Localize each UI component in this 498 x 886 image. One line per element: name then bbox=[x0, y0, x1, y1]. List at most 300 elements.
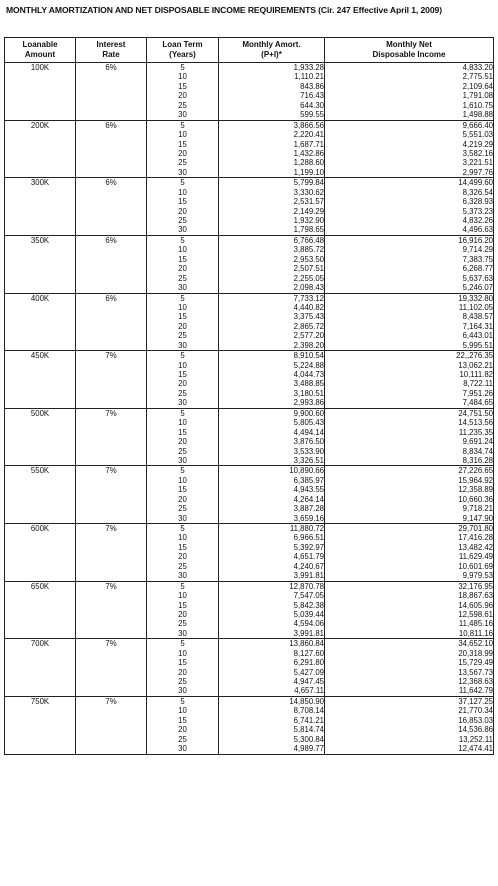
loan-term-cell-value: 25 bbox=[178, 216, 187, 225]
monthly-amort-cell bbox=[219, 351, 325, 409]
monthly-amort-cell-value: 4,494.14 bbox=[293, 427, 324, 437]
loanable-amount-cell bbox=[5, 293, 76, 351]
monthly-amort-cell-value: 1,432.86 bbox=[293, 148, 324, 158]
loan-term-cell-value: 10 bbox=[178, 475, 187, 485]
monthly-amort-cell-value: 3,488.85 bbox=[293, 379, 324, 389]
net-disposable-income-cell-value: 10,601.69 bbox=[458, 561, 493, 571]
monthly-amort-cell-value: 5,799.84 bbox=[293, 178, 324, 188]
monthly-amort-cell-value: 1,110.21 bbox=[294, 72, 324, 82]
loan-term-cell-value: 20 bbox=[178, 321, 187, 331]
net-disposable-income-cell-value: 4,832.26 bbox=[462, 216, 493, 225]
loan-term-cell-value: 25 bbox=[178, 561, 187, 571]
net-disposable-income-cell-value: 7,951.26 bbox=[462, 388, 493, 398]
loan-term-cell-value: 25 bbox=[178, 331, 187, 341]
loan-term-cell-value: 25 bbox=[178, 734, 187, 744]
net-disposable-income-cell-value: 7,383.75 bbox=[462, 254, 493, 264]
loan-term-cell-value: 25 bbox=[178, 388, 187, 398]
interest-rate-cell-value: 6% bbox=[105, 178, 117, 188]
net-disposable-income-cell-value: 9,691.24 bbox=[462, 437, 493, 447]
loanable-amount-cell bbox=[5, 408, 76, 466]
monthly-amort-cell-value: 3,326.51 bbox=[293, 455, 324, 465]
monthly-amort-cell-value: 7,547.05 bbox=[293, 591, 324, 601]
loan-term-cell-value: 15 bbox=[178, 658, 187, 668]
loan-term-cell-value: 20 bbox=[178, 725, 187, 735]
monthly-amort-cell-value: 5,427.09 bbox=[293, 667, 324, 677]
loan-term-cell-value: 30 bbox=[178, 571, 187, 581]
loan-term-cell-value: 10 bbox=[178, 591, 187, 601]
loanable-amount-cell-value: 350K bbox=[30, 235, 50, 245]
loan-term-cell-value: 5 bbox=[180, 293, 185, 303]
interest-rate-cell-value: 6% bbox=[105, 293, 117, 303]
net-disposable-income-cell-value: 8,326.54 bbox=[462, 187, 493, 197]
interest-rate-cell bbox=[76, 235, 147, 293]
loan-term-cell-value: 15 bbox=[178, 600, 187, 610]
loan-term-cell-value: 20 bbox=[178, 494, 187, 504]
loan-term-cell-value: 30 bbox=[178, 744, 187, 754]
monthly-amort-cell-value: 1,199.10 bbox=[293, 167, 324, 177]
loan-term-cell-value: 15 bbox=[178, 312, 187, 322]
monthly-amort-cell-value: 3,533.90 bbox=[293, 446, 324, 456]
monthly-amort-cell-value: 599.55 bbox=[300, 110, 324, 120]
interest-rate-cell bbox=[76, 466, 147, 524]
interest-rate-cell-value: 7% bbox=[105, 639, 117, 649]
table-row bbox=[5, 696, 494, 754]
monthly-amort-cell-value: 2,531.57 bbox=[293, 197, 324, 207]
net-disposable-income-cell-value: 4,833.20 bbox=[462, 63, 493, 72]
loan-term-cell-value: 30 bbox=[178, 340, 187, 350]
loan-term-cell-value: 25 bbox=[178, 677, 187, 686]
monthly-amort-cell-value: 8,708.14 bbox=[293, 706, 324, 716]
loan-term-cell-value: 10 bbox=[178, 648, 187, 658]
monthly-amort-cell-value: 4,651.79 bbox=[293, 552, 324, 562]
monthly-amort-cell-value: 2,507.51 bbox=[293, 264, 324, 274]
loan-term-cell-value: 15 bbox=[178, 197, 187, 207]
net-disposable-income-cell-value: 2,997.76 bbox=[462, 167, 493, 177]
monthly-amort-cell-value: 10,890.66 bbox=[289, 466, 324, 476]
header-monthly-amort: Monthly Amort. (P+I)* bbox=[219, 38, 325, 63]
loan-term-cell-value: 15 bbox=[178, 370, 187, 379]
loan-term-cell-value: 25 bbox=[178, 446, 187, 456]
net-disposable-income-cell-value: 21,770.34 bbox=[458, 706, 493, 716]
net-disposable-income-cell-value: 3,582.16 bbox=[462, 148, 493, 158]
loanable-amount-cell bbox=[5, 581, 76, 639]
interest-rate-cell-value: 6% bbox=[105, 120, 117, 130]
interest-rate-cell bbox=[76, 581, 147, 639]
loanable-amount-cell bbox=[5, 63, 76, 121]
net-disposable-income-cell-value: 5,637.63 bbox=[462, 273, 493, 283]
loan-term-cell bbox=[147, 351, 219, 409]
interest-rate-cell bbox=[76, 639, 147, 697]
monthly-amort-cell-value: 4,264.14 bbox=[293, 494, 324, 504]
loan-term-cell-value: 5 bbox=[180, 581, 185, 591]
loan-term-cell-value: 15 bbox=[178, 715, 187, 725]
monthly-amort-cell-value: 2,993.86 bbox=[293, 398, 324, 408]
net-disposable-income-cell-value: 1,610.75 bbox=[462, 100, 493, 110]
loan-term-cell bbox=[147, 235, 219, 293]
net-disposable-income-cell-value: 16,916.20 bbox=[458, 235, 493, 245]
loan-term-cell-value: 5 bbox=[180, 178, 185, 188]
table-header-row bbox=[5, 38, 494, 63]
net-disposable-income-cell-value: 12,368.63 bbox=[458, 677, 493, 686]
loanable-amount-cell bbox=[5, 466, 76, 524]
monthly-amort-cell-value: 3,659.16 bbox=[293, 513, 324, 523]
monthly-amort-cell-value: 3,180.51 bbox=[293, 388, 324, 398]
monthly-amort-cell bbox=[219, 466, 325, 524]
net-disposable-income-cell-value: 8,834.74 bbox=[462, 446, 493, 456]
document-title: MONTHLY AMORTIZATION AND NET DISPOSABLE INCOME REQUIREMENTS (Cir. 247 Effective April 1, 2009) bbox=[6, 5, 442, 15]
loan-term-cell bbox=[147, 696, 219, 754]
net-disposable-income-cell bbox=[325, 63, 494, 121]
net-disposable-income-cell-value: 1,791.08 bbox=[462, 91, 493, 101]
loan-term-cell-value: 10 bbox=[178, 533, 187, 543]
monthly-amort-cell-value: 2,577.20 bbox=[293, 331, 324, 341]
loan-term-cell-value: 25 bbox=[178, 504, 187, 514]
net-disposable-income-cell-value: 2,109.64 bbox=[462, 81, 493, 91]
interest-rate-cell-value: 7% bbox=[105, 524, 117, 533]
net-disposable-income-cell-value: 12,598.61 bbox=[458, 609, 493, 619]
loan-term-cell-value: 10 bbox=[178, 130, 187, 140]
table-row bbox=[5, 178, 494, 236]
net-disposable-income-cell-value: 10,660.36 bbox=[458, 494, 493, 504]
loanable-amount-cell-value: 600K bbox=[30, 524, 50, 533]
net-disposable-income-cell-value: 22,,276.35 bbox=[456, 351, 493, 361]
loanable-amount-cell-value: 650K bbox=[30, 581, 50, 591]
net-disposable-income-cell-value: 8,438.57 bbox=[462, 312, 493, 322]
monthly-amort-cell-value: 6,385.97 bbox=[293, 475, 324, 485]
net-disposable-income-cell-value: 9,979.53 bbox=[462, 571, 493, 581]
monthly-amort-cell-value: 5,805.43 bbox=[293, 418, 324, 428]
net-disposable-income-cell-value: 13,482.42 bbox=[458, 542, 493, 552]
loan-term-cell-value: 25 bbox=[178, 158, 187, 168]
net-disposable-income-cell-value: 10,811.16 bbox=[458, 628, 493, 638]
loanable-amount-cell bbox=[5, 235, 76, 293]
loan-term-cell bbox=[147, 293, 219, 351]
interest-rate-cell bbox=[76, 351, 147, 409]
monthly-amort-cell bbox=[219, 524, 325, 582]
loan-term-cell-value: 20 bbox=[178, 609, 187, 619]
monthly-amort-cell-value: 5,039.44 bbox=[293, 609, 324, 619]
loan-term-cell-value: 10 bbox=[178, 302, 187, 312]
monthly-amort-cell bbox=[219, 293, 325, 351]
loan-term-cell bbox=[147, 408, 219, 466]
loan-term-cell-value: 15 bbox=[178, 254, 187, 264]
net-disposable-income-cell bbox=[325, 235, 494, 293]
net-disposable-income-cell-value: 16,853.03 bbox=[458, 715, 493, 725]
net-disposable-income-cell bbox=[325, 408, 494, 466]
net-disposable-income-cell-value: 19,332.80 bbox=[458, 293, 493, 303]
loan-term-cell-value: 20 bbox=[178, 206, 187, 216]
net-disposable-income-cell-value: 24,751.50 bbox=[458, 408, 493, 418]
loanable-amount-cell-value: 400K bbox=[30, 293, 50, 303]
interest-rate-cell-value: 6% bbox=[105, 235, 117, 245]
table-row bbox=[5, 351, 494, 409]
loanable-amount-cell-value: 300K bbox=[30, 178, 50, 188]
net-disposable-income-cell-value: 11,642.79 bbox=[458, 686, 493, 696]
monthly-amort-cell-value: 8,910.54 bbox=[293, 351, 324, 361]
loan-term-cell-value: 5 bbox=[180, 524, 185, 533]
net-disposable-income-cell-value: 11,102.05 bbox=[458, 302, 493, 312]
loanable-amount-cell-value: 750K bbox=[30, 696, 50, 706]
net-disposable-income-cell-value: 13,567.73 bbox=[458, 667, 493, 677]
net-disposable-income-cell bbox=[325, 351, 494, 409]
monthly-amort-cell-value: 843.86 bbox=[300, 81, 324, 91]
loan-term-cell bbox=[147, 524, 219, 582]
monthly-amort-cell-value: 7,733.12 bbox=[293, 293, 324, 303]
monthly-amort-cell-value: 4,943.55 bbox=[293, 485, 324, 495]
net-disposable-income-cell-value: 7,164.31 bbox=[462, 321, 493, 331]
header-net-disposable-income: Monthly Net Disposable Income bbox=[325, 38, 494, 63]
net-disposable-income-cell-value: 4,496.63 bbox=[462, 225, 493, 235]
loan-term-cell-value: 15 bbox=[178, 485, 187, 495]
net-disposable-income-cell-value: 8,722.11 bbox=[463, 379, 493, 389]
amortization-table bbox=[4, 37, 494, 755]
loan-term-cell-value: 10 bbox=[178, 418, 187, 428]
net-disposable-income-cell-value: 13,252.11 bbox=[458, 734, 493, 744]
monthly-amort-cell-value: 3,876.50 bbox=[293, 437, 324, 447]
loan-term-cell-value: 30 bbox=[178, 283, 187, 293]
loanable-amount-cell-value: 700K bbox=[30, 639, 50, 649]
loan-term-cell-value: 30 bbox=[178, 455, 187, 465]
table-row bbox=[5, 63, 494, 121]
table-row bbox=[5, 235, 494, 293]
loan-term-cell-value: 15 bbox=[178, 139, 187, 149]
monthly-amort-cell-value: 3,330.62 bbox=[293, 187, 324, 197]
table-row bbox=[5, 293, 494, 351]
monthly-amort-cell-value: 4,947.45 bbox=[293, 677, 324, 686]
monthly-amort-cell-value: 2,398.20 bbox=[293, 340, 324, 350]
monthly-amort-cell-value: 1,288.60 bbox=[293, 158, 324, 168]
interest-rate-cell bbox=[76, 408, 147, 466]
monthly-amort-cell-value: 3,991.81 bbox=[293, 571, 324, 581]
monthly-amort-cell bbox=[219, 235, 325, 293]
interest-rate-cell bbox=[76, 178, 147, 236]
monthly-amort-cell bbox=[219, 120, 325, 178]
net-disposable-income-cell-value: 34,652.10 bbox=[458, 639, 493, 649]
loan-term-cell-value: 30 bbox=[178, 110, 187, 120]
table-row bbox=[5, 408, 494, 466]
net-disposable-income-cell-value: 3,221.51 bbox=[462, 158, 493, 168]
monthly-amort-cell-value: 8,127.60 bbox=[293, 648, 324, 658]
loanable-amount-cell bbox=[5, 524, 76, 582]
monthly-amort-cell-value: 4,989.77 bbox=[293, 744, 324, 754]
loan-term-cell-value: 20 bbox=[178, 667, 187, 677]
monthly-amort-cell-value: 5,392.97 bbox=[293, 542, 324, 552]
monthly-amort-cell-value: 12,870.78 bbox=[289, 581, 324, 591]
header-loanable-amount: Loanable Amount bbox=[5, 38, 76, 63]
net-disposable-income-cell-value: 14,536.86 bbox=[458, 725, 493, 735]
net-disposable-income-cell-value: 14,499.60 bbox=[458, 178, 493, 188]
interest-rate-cell-value: 7% bbox=[105, 408, 117, 418]
net-disposable-income-cell bbox=[325, 581, 494, 639]
net-disposable-income-cell-value: 27,226.65 bbox=[458, 466, 493, 476]
net-disposable-income-cell-value: 11,235.35 bbox=[458, 427, 493, 437]
loan-term-cell-value: 20 bbox=[178, 91, 187, 101]
loan-term-cell-value: 20 bbox=[178, 552, 187, 562]
monthly-amort-cell bbox=[219, 581, 325, 639]
header-interest-rate: Interest Rate bbox=[76, 38, 147, 63]
monthly-amort-cell-value: 11,880.72 bbox=[289, 524, 324, 533]
loan-term-cell-value: 30 bbox=[178, 628, 187, 638]
interest-rate-cell bbox=[76, 293, 147, 351]
monthly-amort-cell-value: 4,044.73 bbox=[293, 370, 324, 379]
loan-term-cell bbox=[147, 639, 219, 697]
monthly-amort-cell-value: 1,687.71 bbox=[293, 139, 324, 149]
monthly-amort-cell bbox=[219, 696, 325, 754]
monthly-amort-cell-value: 644.30 bbox=[300, 100, 324, 110]
table-row bbox=[5, 639, 494, 697]
net-disposable-income-cell-value: 5,373.23 bbox=[462, 206, 493, 216]
loan-term-cell-value: 15 bbox=[178, 542, 187, 552]
table-row bbox=[5, 524, 494, 582]
loan-term-cell-value: 5 bbox=[180, 639, 185, 649]
monthly-amort-cell-value: 2,255.05 bbox=[293, 273, 324, 283]
monthly-amort-cell-value: 9,900.60 bbox=[293, 408, 324, 418]
interest-rate-cell bbox=[76, 524, 147, 582]
net-disposable-income-cell-value: 29,701.80 bbox=[458, 524, 493, 533]
interest-rate-cell bbox=[76, 120, 147, 178]
loan-term-cell-value: 5 bbox=[180, 466, 185, 476]
table-row bbox=[5, 120, 494, 178]
net-disposable-income-cell bbox=[325, 178, 494, 236]
loan-term-cell bbox=[147, 581, 219, 639]
monthly-amort-cell-value: 4,240.67 bbox=[293, 561, 324, 571]
net-disposable-income-cell-value: 11,629.49 bbox=[458, 552, 493, 562]
net-disposable-income-cell-value: 10,111.82 bbox=[459, 370, 493, 379]
monthly-amort-cell-value: 2,865.72 bbox=[293, 321, 324, 331]
net-disposable-income-cell bbox=[325, 639, 494, 697]
monthly-amort-cell-value: 2,098.43 bbox=[293, 283, 324, 293]
loan-term-cell-value: 30 bbox=[178, 225, 187, 235]
net-disposable-income-cell-value: 12,358.89 bbox=[458, 485, 493, 495]
loanable-amount-cell-value: 500K bbox=[30, 408, 50, 418]
monthly-amort-cell-value: 4,440.82 bbox=[293, 302, 324, 312]
net-disposable-income-cell-value: 9,666.40 bbox=[462, 120, 493, 130]
monthly-amort-cell-value: 3,887.28 bbox=[293, 504, 324, 514]
net-disposable-income-cell-value: 6,443.01 bbox=[462, 331, 493, 341]
interest-rate-cell-value: 6% bbox=[105, 63, 117, 72]
monthly-amort-cell-value: 5,814.74 bbox=[293, 725, 324, 735]
monthly-amort-cell-value: 5,300.84 bbox=[293, 734, 324, 744]
net-disposable-income-cell-value: 14,513.56 bbox=[458, 418, 493, 428]
loan-term-cell-value: 30 bbox=[178, 686, 187, 696]
net-disposable-income-cell-value: 7,484.65 bbox=[462, 398, 493, 408]
loan-term-cell-value: 30 bbox=[178, 398, 187, 408]
net-disposable-income-cell bbox=[325, 120, 494, 178]
net-disposable-income-cell-value: 6,268.77 bbox=[462, 264, 493, 274]
monthly-amort-cell-value: 14,850.90 bbox=[289, 696, 324, 706]
interest-rate-cell bbox=[76, 696, 147, 754]
net-disposable-income-cell-value: 5,995.51 bbox=[462, 340, 493, 350]
loanable-amount-cell bbox=[5, 639, 76, 697]
loan-term-cell-value: 5 bbox=[180, 696, 185, 706]
loan-term-cell-value: 25 bbox=[178, 619, 187, 629]
net-disposable-income-cell bbox=[325, 466, 494, 524]
net-disposable-income-cell-value: 17,416.28 bbox=[458, 533, 493, 543]
net-disposable-income-cell-value: 15,964.92 bbox=[458, 475, 493, 485]
monthly-amort-cell-value: 1,933.28 bbox=[293, 63, 324, 72]
loan-term-cell-value: 20 bbox=[178, 379, 187, 389]
interest-rate-cell-value: 7% bbox=[105, 696, 117, 706]
loanable-amount-cell bbox=[5, 178, 76, 236]
loan-term-cell-value: 20 bbox=[178, 437, 187, 447]
net-disposable-income-cell-value: 2,775.51 bbox=[462, 72, 493, 82]
monthly-amort-cell-value: 3,375.43 bbox=[293, 312, 324, 322]
loan-term-cell-value: 20 bbox=[178, 264, 187, 274]
loan-term-cell-value: 10 bbox=[178, 245, 187, 255]
net-disposable-income-cell-value: 18,867.63 bbox=[458, 591, 493, 601]
net-disposable-income-cell-value: 4,219.29 bbox=[462, 139, 493, 149]
interest-rate-cell bbox=[76, 63, 147, 121]
loan-term-cell bbox=[147, 466, 219, 524]
loan-term-cell-value: 30 bbox=[178, 513, 187, 523]
net-disposable-income-cell-value: 8,316.28 bbox=[462, 455, 493, 465]
net-disposable-income-cell-value: 9,718.21 bbox=[462, 504, 493, 514]
net-disposable-income-cell-value: 14,605.96 bbox=[458, 600, 493, 610]
net-disposable-income-cell-value: 37,127.25 bbox=[458, 696, 493, 706]
loanable-amount-cell-value: 450K bbox=[30, 351, 50, 361]
monthly-amort-cell-value: 2,953.50 bbox=[293, 254, 324, 264]
net-disposable-income-cell-value: 1,498.88 bbox=[462, 110, 493, 120]
monthly-amort-cell-value: 5,224.88 bbox=[293, 360, 324, 370]
table-row bbox=[5, 581, 494, 639]
loan-term-cell-value: 10 bbox=[178, 72, 187, 82]
monthly-amort-cell-value: 2,220.41 bbox=[293, 130, 324, 140]
monthly-amort-cell-value: 716.43 bbox=[300, 91, 324, 101]
monthly-amort-cell-value: 3,885.72 bbox=[293, 245, 324, 255]
loan-term-cell bbox=[147, 178, 219, 236]
net-disposable-income-cell-value: 5,551.03 bbox=[462, 130, 493, 140]
monthly-amort-cell-value: 6,766.48 bbox=[293, 235, 324, 245]
table-row bbox=[5, 466, 494, 524]
net-disposable-income-cell-value: 13,062.21 bbox=[458, 360, 493, 370]
loan-term-cell-value: 25 bbox=[178, 100, 187, 110]
loan-term-cell-value: 20 bbox=[178, 148, 187, 158]
loan-term-cell-value: 5 bbox=[180, 63, 185, 72]
monthly-amort-cell-value: 13,860.84 bbox=[289, 639, 324, 649]
monthly-amort-cell-value: 5,842.38 bbox=[293, 600, 324, 610]
monthly-amort-cell-value: 6,741.21 bbox=[293, 715, 324, 725]
interest-rate-cell-value: 7% bbox=[105, 351, 117, 361]
net-disposable-income-cell-value: 12,474.41 bbox=[458, 744, 493, 754]
monthly-amort-cell bbox=[219, 639, 325, 697]
loanable-amount-cell bbox=[5, 120, 76, 178]
net-disposable-income-cell-value: 11,485.16 bbox=[458, 619, 493, 629]
net-disposable-income-cell-value: 6,328.93 bbox=[462, 197, 493, 207]
monthly-amort-cell-value: 1,798.65 bbox=[293, 225, 324, 235]
interest-rate-cell-value: 7% bbox=[105, 466, 117, 476]
loan-term-cell-value: 15 bbox=[178, 81, 187, 91]
loan-term-cell bbox=[147, 63, 219, 121]
monthly-amort-cell bbox=[219, 178, 325, 236]
monthly-amort-cell-value: 2,149.29 bbox=[293, 206, 324, 216]
monthly-amort-cell bbox=[219, 63, 325, 121]
loan-term-cell-value: 10 bbox=[178, 187, 187, 197]
loanable-amount-cell-value: 550K bbox=[30, 466, 50, 476]
loanable-amount-cell-value: 200K bbox=[30, 120, 50, 130]
loan-term-cell-value: 15 bbox=[178, 427, 187, 437]
net-disposable-income-cell-value: 9,714.29 bbox=[462, 245, 493, 255]
net-disposable-income-cell bbox=[325, 696, 494, 754]
net-disposable-income-cell-value: 5,246.07 bbox=[462, 283, 493, 293]
loan-term-cell-value: 25 bbox=[178, 273, 187, 283]
loan-term-cell-value: 5 bbox=[180, 235, 185, 245]
header-loan-term: Loan Term (Years) bbox=[147, 38, 219, 63]
loan-term-cell-value: 30 bbox=[178, 167, 187, 177]
loan-term-cell-value: 10 bbox=[178, 360, 187, 370]
loanable-amount-cell bbox=[5, 696, 76, 754]
net-disposable-income-cell bbox=[325, 293, 494, 351]
net-disposable-income-cell-value: 9,147.90 bbox=[462, 513, 493, 523]
